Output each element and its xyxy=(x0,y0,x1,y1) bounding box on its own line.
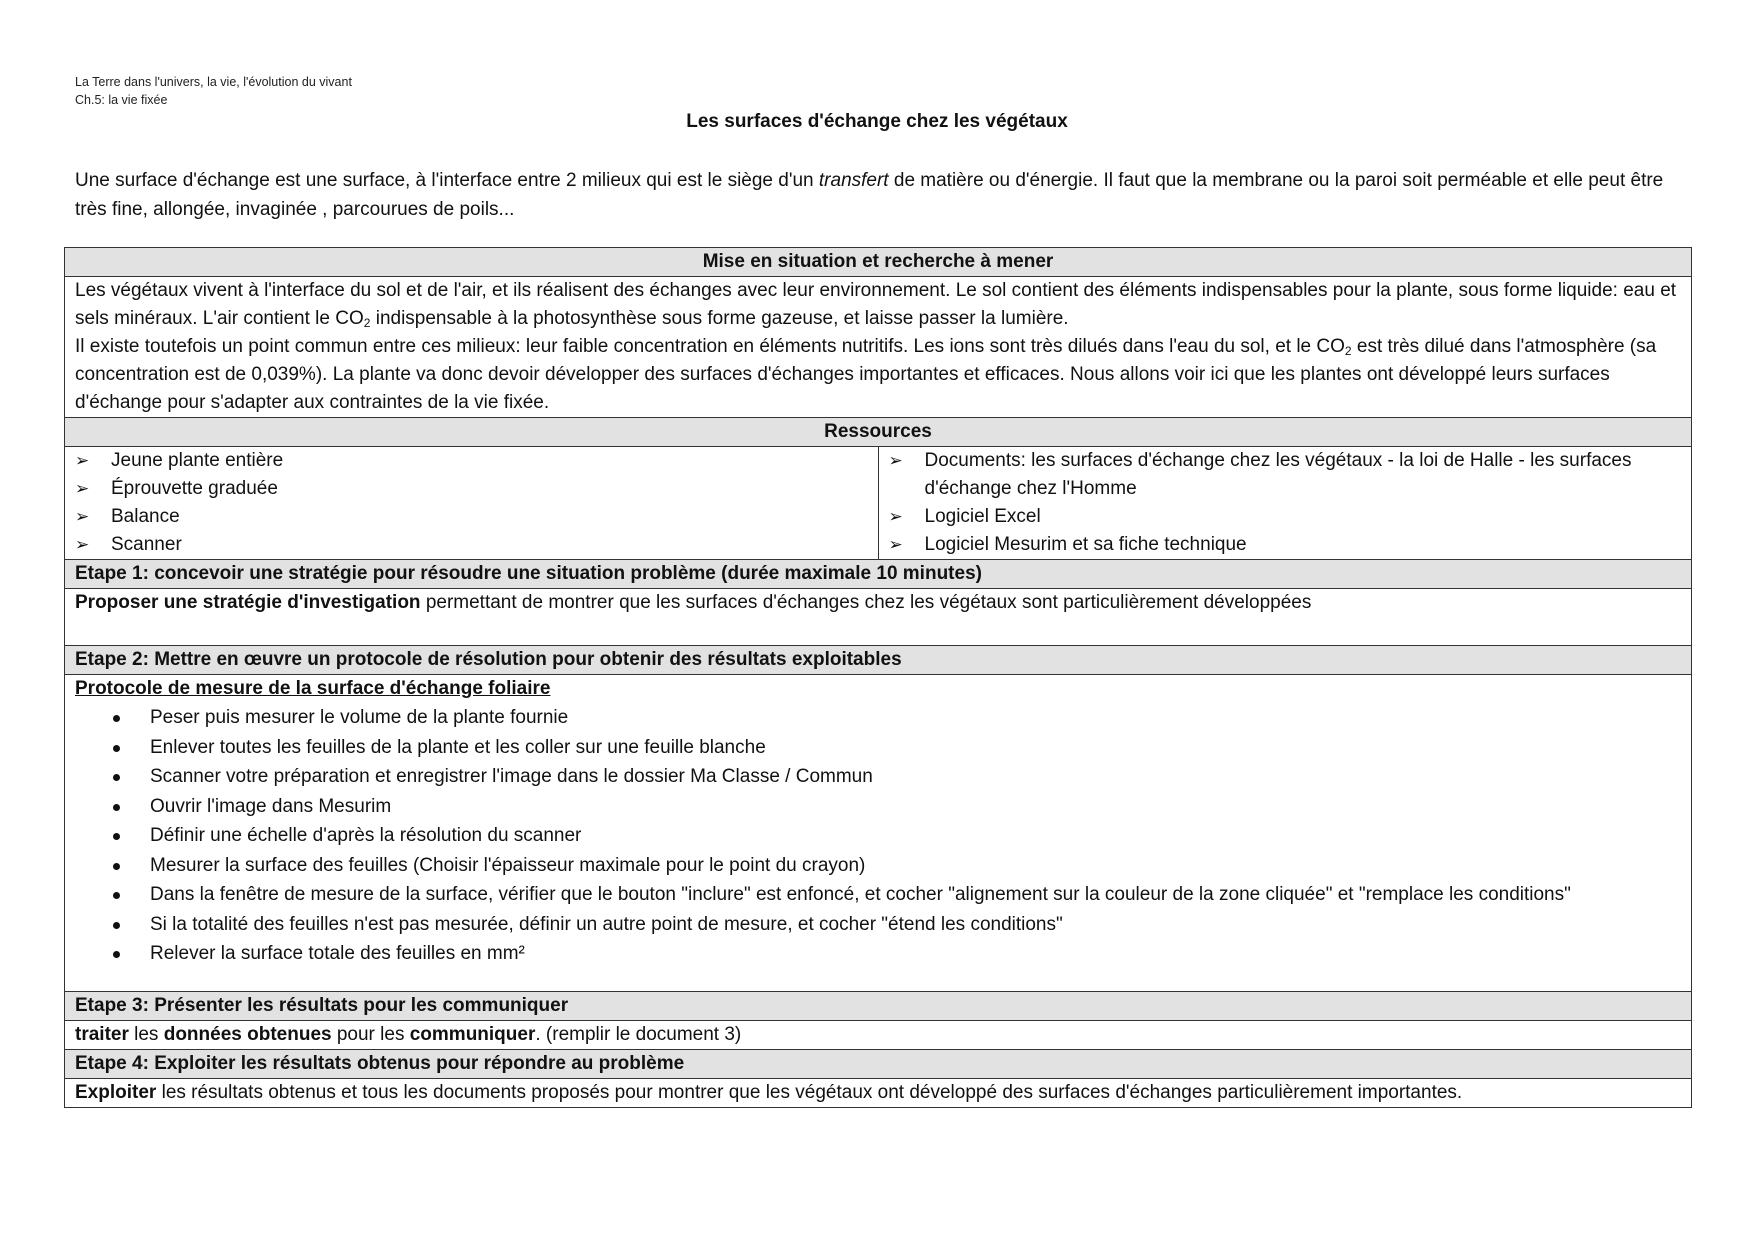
intro-text-1: Une surface d'échange est une surface, à l'interface entre 2 milieux qui est le siège d'un xyxy=(75,170,819,191)
resource-label: Logiciel Excel xyxy=(924,506,1041,527)
course-header: La Terre dans l'univers, la vie, l'évolution du vivant xyxy=(75,75,352,89)
situation-paragraph-1 xyxy=(75,277,1681,333)
protocol-step: Scanner votre préparation et enregistrer l'image dans le dossier Ma Classe / Commun xyxy=(150,766,873,787)
resources-heading: Ressources xyxy=(65,418,1692,447)
arrow-bullet-icon: ➢ xyxy=(888,451,903,470)
list-item xyxy=(889,503,1682,531)
step3-bold: traiter xyxy=(75,1023,129,1045)
step4-cell xyxy=(65,1078,1692,1107)
situation-heading: Mise en situation et recherche à mener xyxy=(65,248,1692,277)
step1-bold: Proposer une stratégie d'investigation xyxy=(75,592,421,613)
step3-text: . (remplir le document 3) xyxy=(535,1023,742,1045)
list-item xyxy=(75,910,1681,940)
situation-cell xyxy=(65,277,1692,418)
resources-left-list xyxy=(75,447,868,559)
bullet-dot-icon xyxy=(113,745,120,752)
arrow-bullet-icon: ➢ xyxy=(75,479,90,498)
page-title: Les surfaces d'échange chez les végétaux xyxy=(686,111,1068,132)
step3-text: pour les xyxy=(331,1023,410,1045)
subscript: 2 xyxy=(363,316,371,330)
list-item xyxy=(75,475,868,503)
list-item xyxy=(75,503,868,531)
step4-bold: Exploiter xyxy=(75,1081,157,1103)
resource-label: Documents: les surfaces d'échange chez les végétaux - la loi de Halle - les surfaces d'échange chez l'Homme xyxy=(924,450,1632,499)
situation-text: indispensable à la photosynthèse sous forme gazeuse, et laisse passer la lumière. xyxy=(370,308,1069,329)
list-item xyxy=(75,851,1681,881)
bullet-dot-icon xyxy=(113,833,120,840)
situation-text: est très dilué dans l'atmosphère (sa concentration est de 0,039%). La plante va donc devoir développer des surfaces d'échanges importantes et efficaces. Nous allons voir ici que les plantes ont développé leurs surfaces d'échange pour s'adapter aux contraintes de la vie fixée. xyxy=(75,336,1657,413)
protocol-step: Ouvrir l'image dans Mesurim xyxy=(150,795,392,817)
resource-label: Logiciel Mesurim et sa fiche technique xyxy=(924,534,1247,555)
list-item xyxy=(75,733,1681,763)
step2-cell xyxy=(65,675,1692,992)
intro-text-2: de matière ou d'énergie. Il faut que la membrane ou la paroi soit perméable et elle peut être très fine, allongée, invaginée , parcourues de poils... xyxy=(75,170,1664,220)
step4-text: les résultats obtenus et tous les documents proposés pour montrer que les végétaux ont développé des surfaces d'échanges particulièrement importantes. xyxy=(156,1081,1463,1103)
step3-heading: Etape 3: Présenter les résultats pour les communiquer xyxy=(65,991,1692,1020)
resources-right-list xyxy=(889,447,1682,559)
intro-italic: transfert xyxy=(818,170,889,191)
arrow-bullet-icon: ➢ xyxy=(888,535,903,554)
arrow-bullet-icon: ➢ xyxy=(75,451,90,470)
activity-table xyxy=(64,247,1692,1108)
step1-text: permettant de montrer que les surfaces d'échanges chez les végétaux sont particulièrement développées xyxy=(420,592,1312,613)
resource-label: Jeune plante entière xyxy=(111,450,284,471)
chapter-header: Ch.5: la vie fixée xyxy=(75,93,168,107)
step2-heading: Etape 2: Mettre en œuvre un protocole de résolution pour obtenir des résultats exploitables xyxy=(65,646,1692,675)
bullet-dot-icon xyxy=(113,951,120,958)
list-item xyxy=(75,762,1681,792)
situation-text: Les végétaux vivent à l'interface du sol et de l'air, et ils réalisent des échanges avec leur environnement. Le sol contient des éléments indispensables pour la plante, sous forme liquide: eau et sels minéraux. L'air contient le CO xyxy=(75,280,1677,329)
bullet-dot-icon xyxy=(113,804,120,811)
list-item xyxy=(889,447,1682,503)
list-item xyxy=(75,939,1681,969)
arrow-bullet-icon: ➢ xyxy=(75,507,90,526)
protocol-step: Relever la surface totale des feuilles en mm² xyxy=(150,943,525,964)
step3-text: les xyxy=(128,1023,164,1045)
list-item xyxy=(75,447,868,475)
list-item xyxy=(75,880,1681,910)
bullet-dot-icon xyxy=(113,922,120,929)
list-item xyxy=(75,792,1681,822)
step3-bold: données obtenues xyxy=(163,1023,332,1045)
protocol-step: Si la totalité des feuilles n'est pas mesurée, définir un autre point de mesure, et cocher "étend les conditions" xyxy=(150,913,1063,935)
step4-heading: Etape 4: Exploiter les résultats obtenus pour répondre au problème xyxy=(65,1049,1692,1078)
situation-paragraph-2 xyxy=(75,333,1681,417)
protocol-list xyxy=(75,703,1681,991)
protocol-step: Définir une échelle d'après la résolution du scanner xyxy=(150,825,582,846)
resource-label: Balance xyxy=(111,506,180,527)
step1-cell xyxy=(65,589,1692,646)
list-item xyxy=(75,821,1681,851)
list-item xyxy=(75,703,1681,733)
intro-paragraph xyxy=(75,166,1675,224)
protocol-step: Dans la fenêtre de mesure de la surface, vérifier que le bouton "inclure" est enfoncé, et cocher "alignement sur la couleur de la zone cliquée" et "remplace les conditions" xyxy=(150,884,1571,905)
resources-right-cell xyxy=(878,447,1692,560)
list-item xyxy=(889,531,1682,559)
subscript: 2 xyxy=(1344,344,1352,358)
arrow-bullet-icon: ➢ xyxy=(75,535,90,554)
step1-heading: Etape 1: concevoir une stratégie pour résoudre une situation problème (durée maximale 10 minutes) xyxy=(65,560,1692,589)
list-item xyxy=(75,531,868,559)
bullet-dot-icon xyxy=(113,863,120,870)
bullet-dot-icon xyxy=(113,715,120,722)
protocol-subheading: Protocole de mesure de la surface d'échange foliaire xyxy=(75,678,551,699)
situation-text: Il existe toutefois un point commun entre ces milieux: leur faible concentration en éléments nutritifs. Les ions sont très dilués dans l'eau du sol, et le CO xyxy=(75,336,1345,357)
protocol-step: Peser puis mesurer le volume de la plante fournie xyxy=(150,707,569,728)
resource-label: Éprouvette graduée xyxy=(111,478,278,499)
protocol-step: Enlever toutes les feuilles de la plante et les coller sur une feuille blanche xyxy=(150,736,766,758)
arrow-bullet-icon: ➢ xyxy=(888,507,903,526)
step3-bold: communiquer xyxy=(409,1023,536,1045)
resources-left-cell xyxy=(65,447,879,560)
bullet-dot-icon xyxy=(113,774,120,781)
resource-label: Scanner xyxy=(111,534,182,555)
protocol-step: Mesurer la surface des feuilles (Choisir l'épaisseur maximale pour le point du crayon) xyxy=(150,854,866,876)
bullet-dot-icon xyxy=(113,892,120,899)
step3-cell xyxy=(65,1020,1692,1049)
